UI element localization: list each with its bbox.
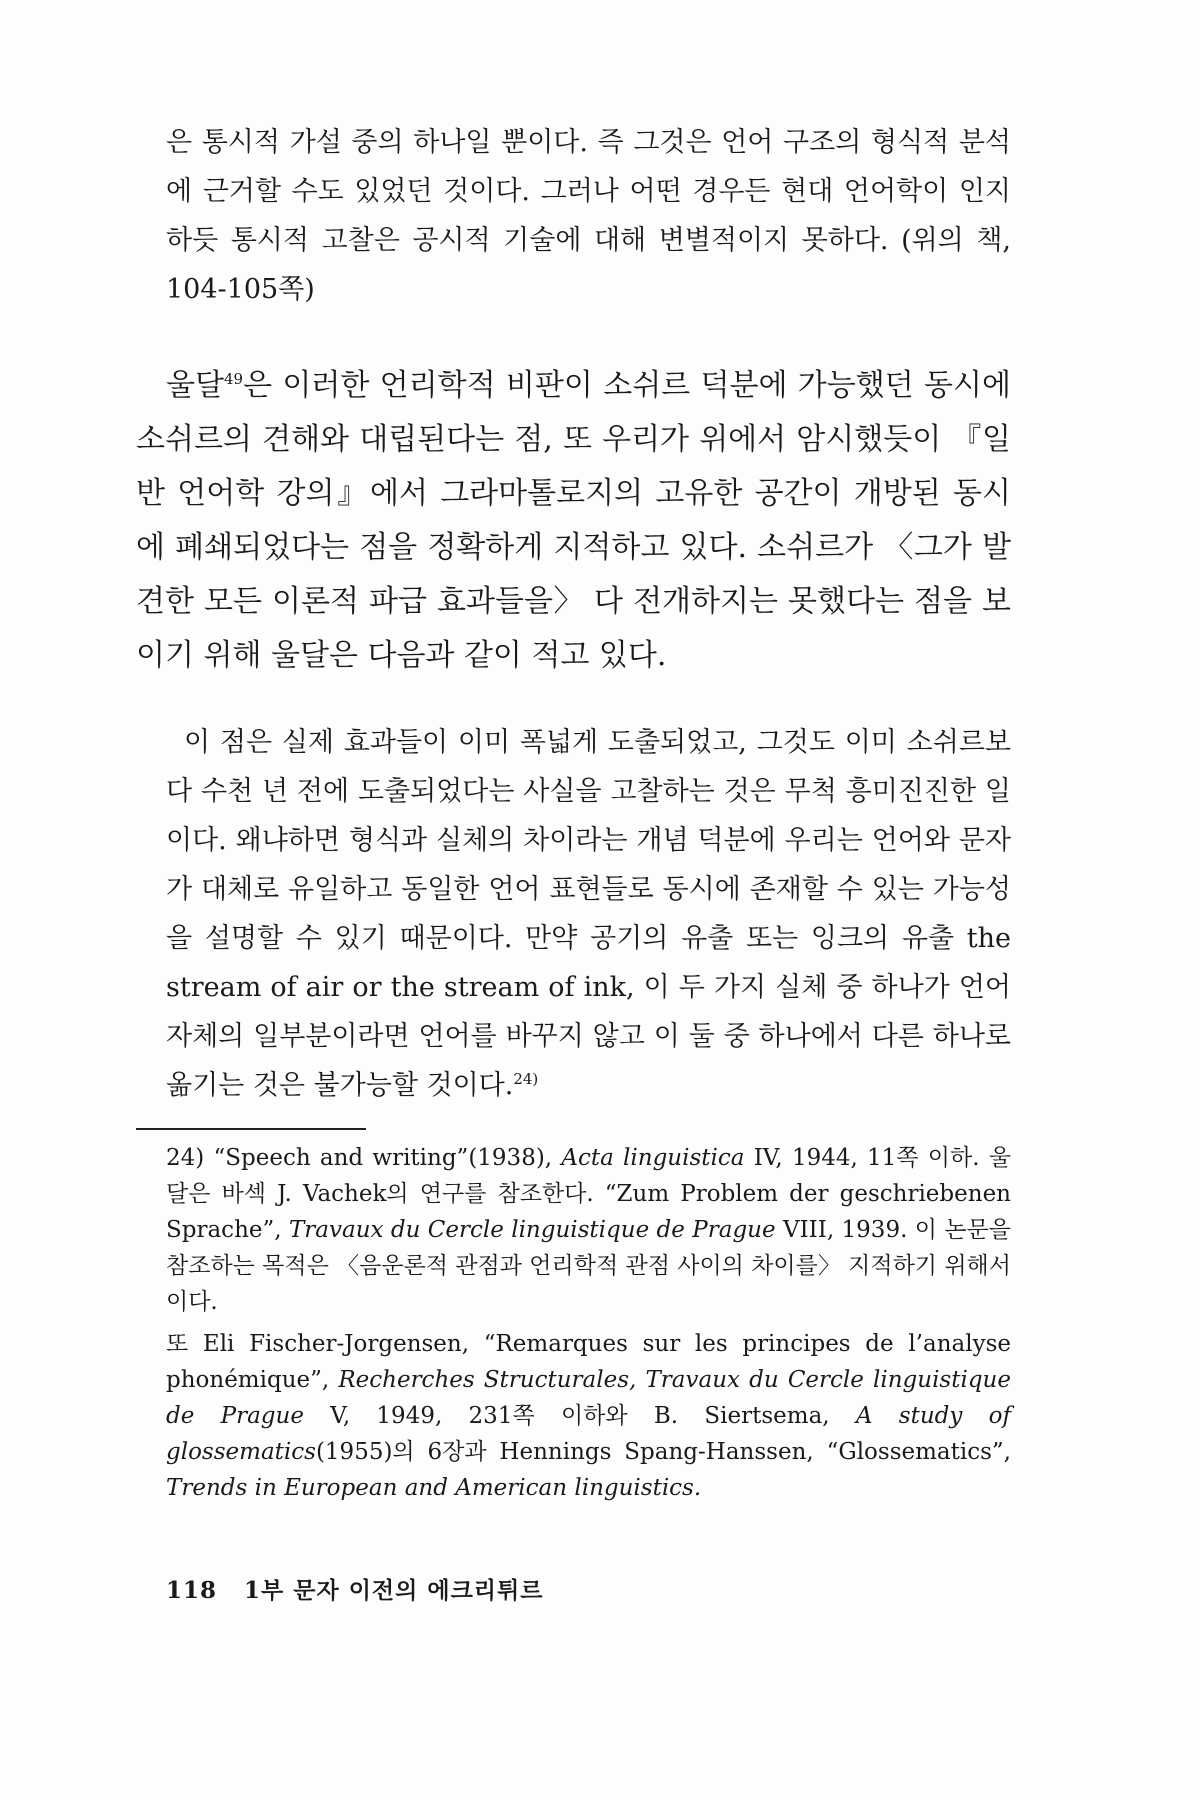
page-content bbox=[136, 118, 1011, 1506]
block-quote-continuation bbox=[136, 118, 1011, 314]
footnote-text: 24) “Speech and writing”(1938), bbox=[166, 1145, 562, 1171]
page-footer bbox=[166, 1572, 561, 1605]
footnote-italic: Recherches Structurales, Travaux du Cercle linguistique de Prague bbox=[166, 1367, 1011, 1429]
footnote-italic: Trends in European and American linguistics. bbox=[166, 1475, 702, 1501]
footnote-divider bbox=[136, 1128, 366, 1130]
block-quote bbox=[136, 718, 1011, 1110]
footnote-ref-24: 24) bbox=[513, 1070, 539, 1088]
footnote-text: 또 Eli Fischer-Jorgensen, “Remarques sur les principes de l’analyse phonémique”, bbox=[166, 1331, 1011, 1393]
footnote-ref-49: 49 bbox=[223, 370, 244, 388]
quote-text: 은 통시적 가설 중의 하나일 뿐이다. 즉 그것은 언어 구조의 형식적 분석에 근거할 수도 있었던 것이다. 그러나 어떤 경우든 현대 언어학이 인지하듯 통시적 고찰은 공시적 기술에 대해 변별적이지 못하다. (위의 책, 104-105쪽) bbox=[166, 127, 1011, 305]
para-text: 은 이러한 언리학적 비판이 소쉬르 덕분에 가능했던 동시에 소쉬르의 견해와 대립된다는 점, 또 우리가 위에서 암시했듯이 『일반 언어학 강의』에서 그라마톨로지의 고유한 공간이 개방된 동시에 폐쇄되었다는 점을 정확하게 지적하고 있다. 소쉬르가 〈그가 발견한 모든 이론적 파급 효과들을〉 다 전개하지는 못했다는 점을 보이기 위해 울달은 다음과 같이 적고 있다. bbox=[136, 368, 1011, 673]
footnote-italic: A study of glossematics bbox=[166, 1403, 1011, 1465]
page-number: 118 bbox=[166, 1577, 218, 1604]
footnote-24 bbox=[136, 1140, 1011, 1320]
running-head: 1부 문자 이전의 에크리튀르 bbox=[244, 1577, 544, 1604]
para-start: 울달 bbox=[166, 368, 224, 403]
footnote-text: IV, 1944, 11쪽 이하. 울달은 바섹 J. Vachek의 연구를 참조한다. “Zum Problem der geschriebenen Sprache”, bbox=[166, 1145, 1011, 1243]
body-paragraph bbox=[136, 359, 1011, 683]
footnote-italic: Acta linguistica bbox=[561, 1145, 745, 1171]
footnote-text: VIII, 1939. 이 논문을 참조하는 목적은 〈음운론적 관점과 언리학적 관점 사이의 차이를〉 지적하기 위해서이다. bbox=[166, 1217, 1012, 1315]
footnote-text: V, 1949, 231쪽 이하와 B. Siertsema, bbox=[303, 1403, 856, 1429]
footnote-italic: Travaux du Cercle linguistique de Prague bbox=[288, 1217, 776, 1243]
footnote-text: (1955)의 6장과 Hennings Spang-Hanssen, “Glossematics”, bbox=[315, 1439, 1011, 1465]
quote2-text: 이 점은 실제 효과들이 이미 폭넓게 도출되었고, 그것도 이미 소쉬르보다 수천 년 전에 도출되었다는 사실을 고찰하는 것은 무척 흥미진진한 일이다. 왜냐하면 형식과 실체의 차이라는 개념 덕분에 우리는 언어와 문자가 대체로 유일하고 동일한 언어 표현들로 동시에 존재할 수 있는 가능성을 설명할 수 있기 때문이다. 만약 공기의 유출 또는 잉크의 유출 the stream of air or the stream of ink, 이 두 가지 실체 중 하나가 언어 자체의 일부분이라면 언어를 바꾸지 않고 이 둘 중 하나에서 다른 하나로 옮기는 것은 불가능할 것이다. bbox=[166, 727, 1011, 1101]
footnote-24-continued bbox=[136, 1326, 1011, 1506]
